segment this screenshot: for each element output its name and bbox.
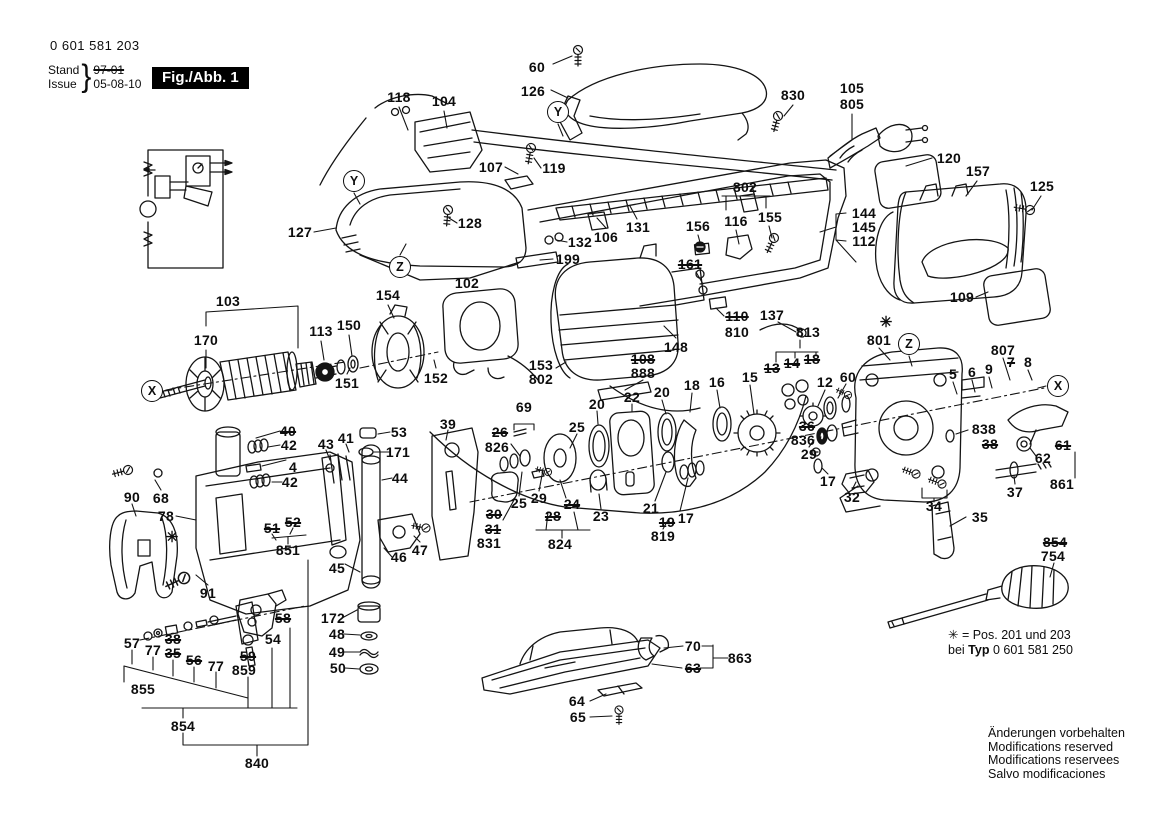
issue-label: Issue: [48, 77, 77, 91]
part-label: 48: [328, 626, 346, 642]
part-label: 824: [547, 536, 573, 552]
part-label: 830: [780, 87, 806, 103]
part-label: 113: [309, 323, 333, 339]
part-label: 49: [328, 644, 346, 660]
section-marker-z: Z: [389, 256, 411, 278]
part-label: 46: [390, 549, 408, 565]
part-label: 103: [215, 293, 241, 309]
part-label: 137: [759, 307, 785, 323]
section-marker-y: Y: [343, 170, 365, 192]
motor-can: [876, 184, 1036, 303]
armature: [158, 352, 358, 411]
star-note-line2: [948, 643, 1073, 658]
section-marker-x: X: [141, 380, 163, 402]
part-label: 50: [329, 660, 347, 676]
part-label: 807: [990, 342, 1016, 358]
part-label: 53: [390, 424, 408, 440]
striker-parts: [812, 405, 1068, 559]
part-label: 61: [1054, 437, 1072, 453]
part-label: 57: [123, 635, 141, 651]
part-label: 25: [568, 419, 586, 435]
part-label: 127: [287, 224, 313, 240]
part-label: 18: [683, 377, 701, 393]
part-label: 63: [684, 660, 702, 676]
part-label: 838: [971, 421, 997, 437]
part-label: 854: [1042, 534, 1068, 550]
part-label: 863: [727, 650, 753, 666]
motor-housing-front: [336, 182, 526, 280]
old-revision-date: 97-01: [93, 63, 125, 77]
part-label: 22: [623, 389, 641, 405]
part-label: 888: [630, 365, 656, 381]
star-note-line1: ✳ = Pos. 201 und 203: [948, 628, 1071, 642]
part-label: 42: [281, 474, 299, 490]
wiring-inset-diagram: [140, 150, 232, 268]
modifications-line: Änderungen vorbehalten: [988, 726, 1125, 740]
part-label: 25: [510, 495, 528, 511]
part-label: 859: [231, 662, 257, 678]
part-label: 153: [528, 357, 554, 373]
part-label: 108: [630, 351, 656, 367]
part-label: 7: [1006, 354, 1016, 370]
part-label: 112: [852, 233, 876, 249]
part-label: 30: [485, 506, 503, 522]
part-label: 125: [1029, 178, 1055, 194]
part-label: 52: [284, 514, 302, 530]
star-icon: ✳: [879, 314, 893, 331]
part-label: 754: [1040, 548, 1066, 564]
figure-number-badge: Fig./Abb. 1: [152, 67, 249, 89]
part-label: 69: [515, 399, 533, 415]
part-label: 60: [839, 369, 857, 385]
part-label: 31: [484, 521, 502, 537]
part-label: 152: [423, 370, 449, 386]
part-label: 861: [1049, 476, 1075, 492]
part-label: 144: [851, 205, 877, 221]
part-label: 102: [454, 275, 480, 291]
part-label: 161: [677, 256, 703, 272]
part-label: 128: [457, 215, 483, 231]
part-label: 8: [1023, 354, 1033, 370]
part-label: 826: [484, 439, 510, 455]
section-marker-y: Y: [547, 101, 569, 123]
part-label: 4: [288, 459, 298, 475]
part-label: 68: [152, 490, 170, 506]
part-label: 5: [948, 366, 958, 382]
part-label: 854: [170, 718, 196, 734]
modifications-line: Modifications reserved: [988, 739, 1114, 754]
part-label: 38: [164, 631, 182, 647]
part-label: 24: [563, 496, 581, 512]
part-label: 109: [949, 289, 975, 305]
part-label: 64: [568, 693, 586, 709]
modifications-line: Salvo modificaciones: [988, 766, 1106, 781]
part-label: 819: [650, 528, 676, 544]
section-marker-x: X: [1047, 375, 1069, 397]
part-label: 801: [866, 332, 892, 348]
stand-label: Stand: [48, 63, 80, 77]
part-label: 840: [244, 755, 270, 771]
part-label: 77: [207, 658, 225, 674]
part-label: 14: [783, 355, 801, 371]
part-label: 91: [199, 585, 217, 601]
part-label: 105: [839, 80, 865, 96]
part-label: 54: [264, 631, 282, 647]
part-label: 12: [816, 374, 834, 390]
part-label: 106: [593, 229, 619, 245]
part-label: 35: [164, 645, 182, 661]
part-label: 28: [544, 508, 562, 524]
part-label: 145: [851, 219, 877, 235]
star-position-note: [948, 628, 1073, 658]
type-number: 0 601 581 203: [50, 38, 140, 53]
part-label: 59: [239, 648, 257, 664]
part-label: 831: [476, 535, 502, 551]
part-label: 110: [725, 308, 749, 324]
stator: [443, 289, 538, 380]
part-label: 119: [542, 160, 566, 176]
part-label: 56: [185, 652, 203, 668]
part-label: 41: [337, 430, 355, 446]
part-label: 154: [375, 287, 401, 303]
part-label: 836: [790, 432, 816, 448]
star-icon: ✳: [165, 529, 179, 546]
part-label: 40: [279, 423, 297, 439]
part-label: 199: [555, 251, 581, 267]
part-label: 26: [491, 424, 509, 440]
modifications-line: Modifications reservees: [988, 753, 1120, 767]
part-label: 34: [925, 498, 943, 514]
part-label: 9: [984, 361, 994, 377]
part-label: 150: [336, 317, 362, 333]
part-label: 155: [757, 209, 783, 225]
part-label: 37: [1006, 484, 1024, 500]
part-label: 19: [658, 514, 676, 530]
part-label: 45: [328, 560, 346, 576]
part-label: 62: [1034, 450, 1052, 466]
gear-housing: [840, 348, 984, 512]
part-label: 131: [625, 219, 651, 235]
part-label: 58: [274, 610, 292, 626]
part-label: 13: [763, 360, 781, 376]
brace-glyph: }: [81, 59, 92, 94]
part-label: 38: [981, 436, 999, 452]
part-label: 802: [528, 371, 554, 387]
part-label: 170: [193, 332, 219, 348]
part-label: 42: [280, 437, 298, 453]
fan: [372, 305, 424, 388]
part-label: 148: [663, 339, 689, 355]
part-label: 21: [642, 500, 660, 516]
part-label: 813: [795, 324, 821, 340]
star-note-prefix: bei: [948, 643, 965, 657]
revision-block: [48, 60, 141, 94]
handle-cover: [558, 46, 766, 141]
section-marker-z: Z: [898, 333, 920, 355]
part-label: 855: [130, 681, 156, 697]
part-label: 70: [684, 638, 702, 654]
part-label: 156: [685, 218, 711, 234]
revision-date: 05-08-10: [93, 77, 142, 91]
part-label: 65: [569, 709, 587, 725]
part-label: 77: [144, 642, 162, 658]
part-label: 802: [732, 179, 758, 195]
part-label: 90: [123, 489, 141, 505]
part-label: 29: [530, 490, 548, 506]
part-label: 851: [275, 542, 301, 558]
star-note-type-word: Typ: [968, 643, 990, 657]
part-label: 172: [320, 610, 346, 626]
part-label: 60: [528, 59, 546, 75]
part-label: 118: [387, 89, 411, 105]
part-label: 107: [478, 159, 504, 175]
part-label: 16: [708, 374, 726, 390]
part-label: 151: [334, 375, 360, 391]
part-label: 120: [936, 150, 962, 166]
part-label: 126: [520, 83, 546, 99]
part-label: 43: [317, 436, 335, 452]
part-label: 116: [724, 213, 748, 229]
part-label: 32: [843, 489, 861, 505]
star-note-type-number: 0 601 581 250: [992, 643, 1073, 657]
part-label: 15: [741, 369, 759, 385]
part-label: 104: [431, 93, 457, 109]
part-label: 51: [263, 520, 281, 536]
part-label: 29: [800, 446, 818, 462]
part-label: 39: [439, 416, 457, 432]
part-label: 47: [411, 542, 429, 558]
part-label: 17: [677, 510, 695, 526]
part-label: 17: [819, 473, 837, 489]
modifications-note: [988, 727, 1125, 781]
screwdriver: [888, 566, 1068, 628]
switch-assembly: [320, 95, 836, 186]
part-label: 18: [803, 351, 821, 367]
part-label: 36: [798, 418, 816, 434]
part-label: 157: [965, 163, 991, 179]
part-label: 44: [391, 470, 409, 486]
part-label: 132: [567, 234, 593, 250]
part-label: 171: [385, 444, 411, 460]
part-label: 6: [967, 364, 977, 380]
part-label: 78: [157, 508, 175, 524]
part-label: 23: [592, 508, 610, 524]
part-label: 20: [588, 396, 606, 412]
part-label: 35: [971, 509, 989, 525]
part-label: 805: [839, 96, 865, 112]
part-label: 810: [724, 324, 750, 340]
part-label: 20: [653, 384, 671, 400]
